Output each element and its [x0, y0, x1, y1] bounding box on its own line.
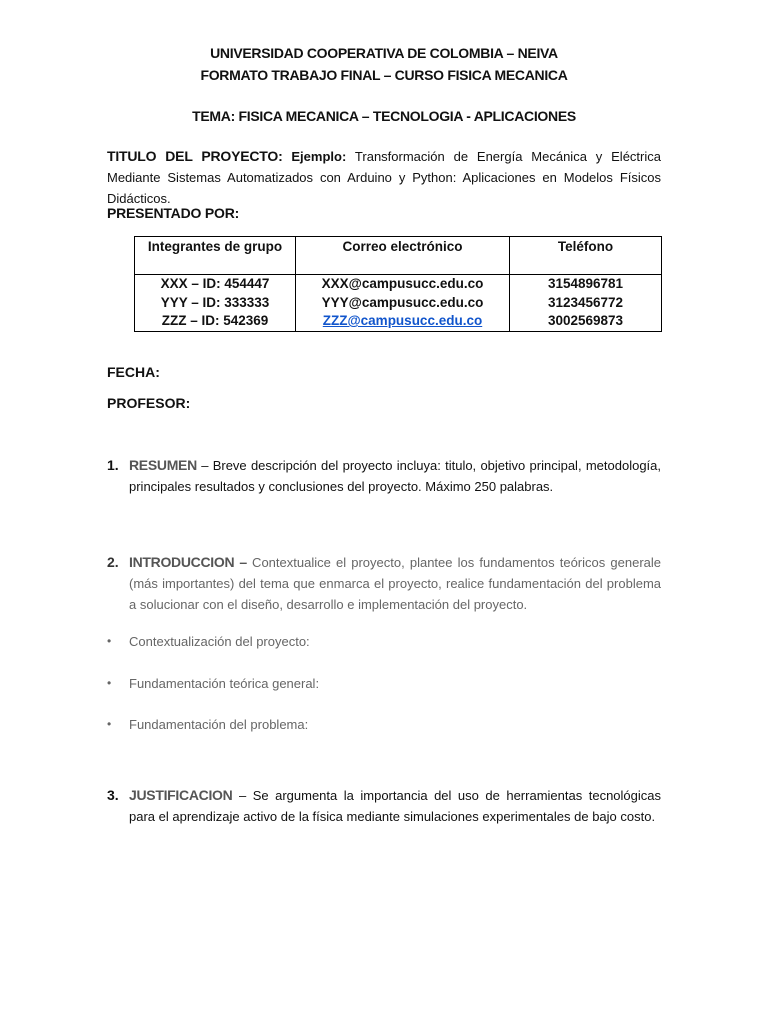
section-resumen — [107, 455, 661, 497]
format-heading: FORMATO TRABAJO FINAL – CURSO FISICA MECANICA — [200, 67, 568, 83]
section-number: 2. — [107, 554, 119, 570]
section-text: Contextualice el proyecto, plantee los fundamentos teóricos generale (más importantes) del tema que enmarca el proyecto, realice fundamentación del problema a solucionar con el diseño, desarrollo e implementación del proyecto. — [129, 555, 661, 612]
column-header-email: Correo electrónico — [296, 237, 510, 275]
bullet-icon: • — [107, 676, 112, 690]
table-row — [135, 294, 662, 313]
university-heading: UNIVERSIDAD COOPERATIVA DE COLOMBIA – NEIVA — [210, 45, 558, 61]
professor-label: PROFESOR: — [107, 395, 191, 411]
bullet-icon: • — [107, 634, 112, 648]
bullet-icon: • — [107, 717, 112, 731]
table-row — [135, 312, 662, 331]
email-cell — [296, 312, 510, 331]
presented-by-label: PRESENTADO POR: — [107, 205, 240, 221]
list-item-text: Contextualización del proyecto: — [129, 634, 310, 649]
date-label: FECHA: — [107, 364, 160, 380]
table-header-row — [135, 237, 662, 275]
phone-cell: 3154896781 — [510, 275, 662, 294]
section-justificacion — [107, 785, 661, 827]
section-number: 1. — [107, 457, 119, 473]
table-row — [135, 275, 662, 294]
example-label: Ejemplo: — [291, 149, 347, 164]
members-table — [134, 236, 662, 332]
member-cell: ZZZ – ID: 542369 — [135, 312, 296, 331]
section-title: RESUMEN — [129, 457, 197, 473]
tema-heading: TEMA: FISICA MECANICA – TECNOLOGIA - APLICACIONES — [192, 108, 576, 124]
section-introduccion — [107, 552, 661, 615]
project-title-label: TITULO DEL PROYECTO: — [107, 148, 283, 164]
list-item-text: Fundamentación del problema: — [129, 717, 309, 732]
list-item-text: Fundamentación teórica general: — [129, 676, 320, 691]
email-link[interactable]: ZZZ@campusucc.edu.co — [322, 313, 483, 328]
member-cell: YYY – ID: 333333 — [135, 294, 296, 313]
section-text: – Se argumenta la importancia del uso de herramientas tecnológicas para el aprendizaje activo de la física mediante simulaciones experimentales de bajo costo. — [129, 788, 661, 824]
project-title-text: Transformación de Energía Mecánica y Eléctrica Mediante Sistemas Automatizados con Arduino y Python: Aplicaciones en Modelos Físicos Didácticos. — [107, 149, 661, 206]
email-cell: XXX@campusucc.edu.co — [296, 275, 510, 294]
column-header-members: Integrantes de grupo — [135, 237, 296, 275]
section-title: INTRODUCCION – — [129, 554, 247, 570]
phone-cell: 3123456772 — [510, 294, 662, 313]
column-header-phone: Teléfono — [510, 237, 662, 275]
section-number: 3. — [107, 787, 119, 803]
section-title: JUSTIFICACION — [129, 787, 233, 803]
project-title-paragraph — [107, 146, 661, 209]
email-cell: YYY@campusucc.edu.co — [296, 294, 510, 313]
section-text: – Breve descripción del proyecto incluya: titulo, objetivo principal, metodología, principales resultados y conclusiones del proyecto. Máximo 250 palabras. — [129, 458, 661, 494]
member-cell: XXX – ID: 454447 — [135, 275, 296, 294]
phone-cell: 3002569873 — [510, 312, 662, 331]
